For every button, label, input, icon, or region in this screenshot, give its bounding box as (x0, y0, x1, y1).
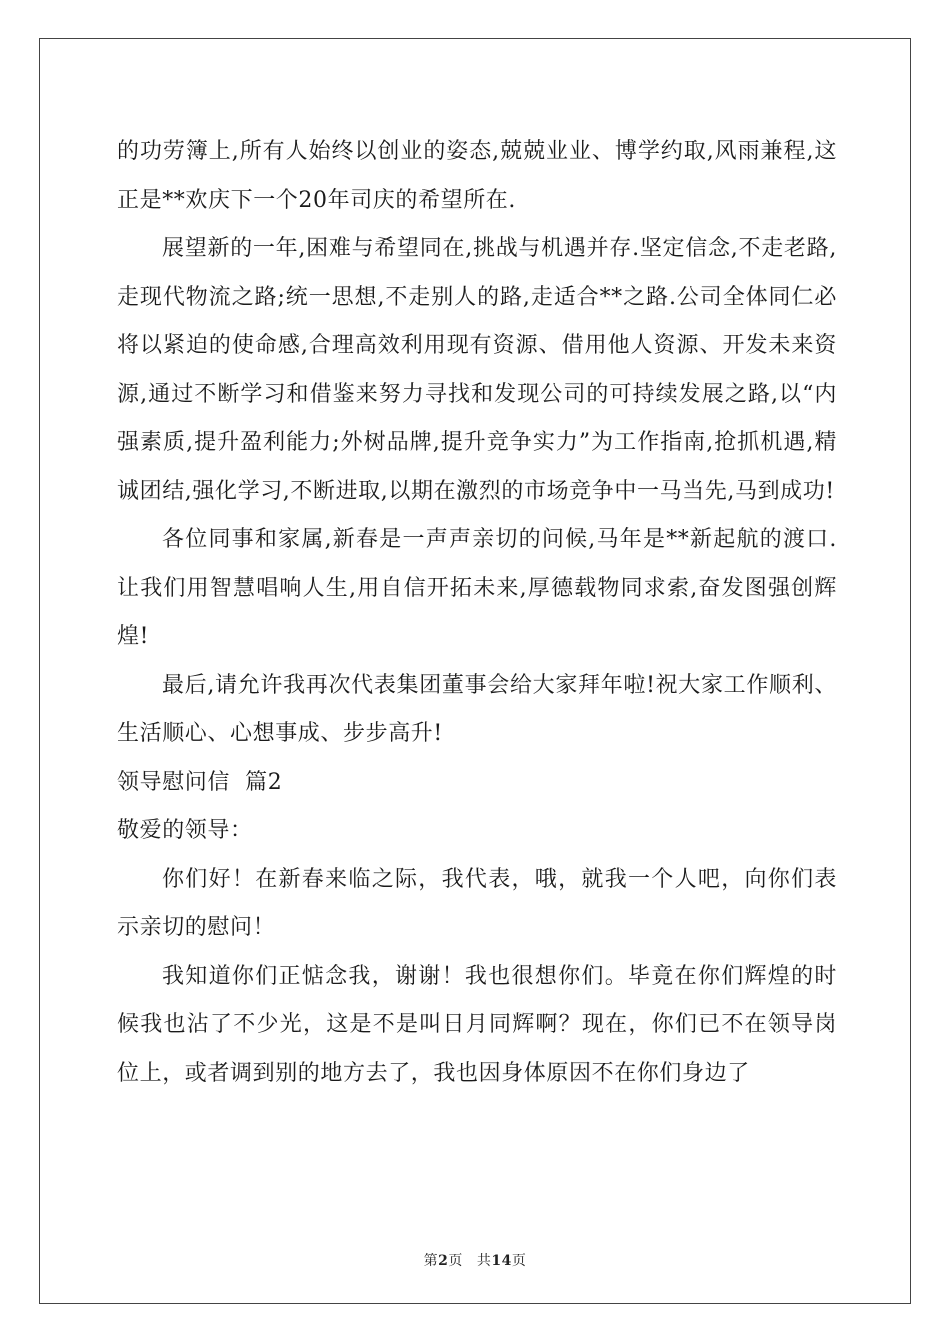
page-footer (0, 1250, 950, 1270)
section-heading: 领导慰问信 篇2 (117, 769, 283, 795)
paragraph-outlook: 展望新的一年,困难与希望同在,挑战与机遇并存.坚定信念,不走老路,走现代物流之路;统一思想,不走别人的路,走适合**之路.公司全体同仁必将以紧迫的使命感,合理高效利用现有资源、借用他人资源、开发未来资源,通过不断学习和借鉴来努力寻找和发现公司的可持续发展之路,以“内强素质,提升盈利能力;外树品牌,提升竞争实力”为工作指南,抢抓机遇,精诚团结,强化学习,不断进取,以期在激烈的市场竞争中一马当先,马到成功! (117, 236, 837, 504)
page-suffix: 页 (448, 1253, 463, 1269)
paragraph-continuation: 的功劳簿上,所有人始终以创业的姿态,兢兢业业、博学约取,风雨兼程,这正是**欢庆下一个20年司庆的希望所在. (117, 139, 837, 213)
total-pages: 14 (491, 1253, 512, 1269)
page-number: 2 (438, 1253, 449, 1269)
letter-paragraph-opening: 你们好！在新春来临之际，我代表，哦，就我一个人吧，向你们表示亲切的慰问！ (117, 866, 837, 940)
total-prefix: 共 (476, 1253, 492, 1269)
document-body (117, 128, 837, 1098)
letter-paragraph-body: 我知道你们正惦念我，谢谢！我也很想你们。毕竟在你们辉煌的时候我也沾了不少光，这是不是叫日月同辉啊？现在，你们已不在领导岗位上，或者调到别的地方去了，我也因身体原因不在你们身边了 (117, 963, 837, 1086)
letter-salutation: 敬爱的领导： (117, 818, 253, 843)
total-suffix: 页 (511, 1253, 527, 1269)
paragraph-closing: 最后,请允许我再次代表集团董事会给大家拜年啦!祝大家工作顺利、生活顺心、心想事成、步步高升! (117, 672, 837, 746)
page-prefix: 第 (423, 1253, 439, 1269)
paragraph-greeting: 各位同事和家属,新春是一声声亲切的问候,马年是**新起航的渡口.让我们用智慧唱响人生,用自信开拓未来,厚德载物同求索,奋发图强创辉煌! (117, 527, 837, 649)
